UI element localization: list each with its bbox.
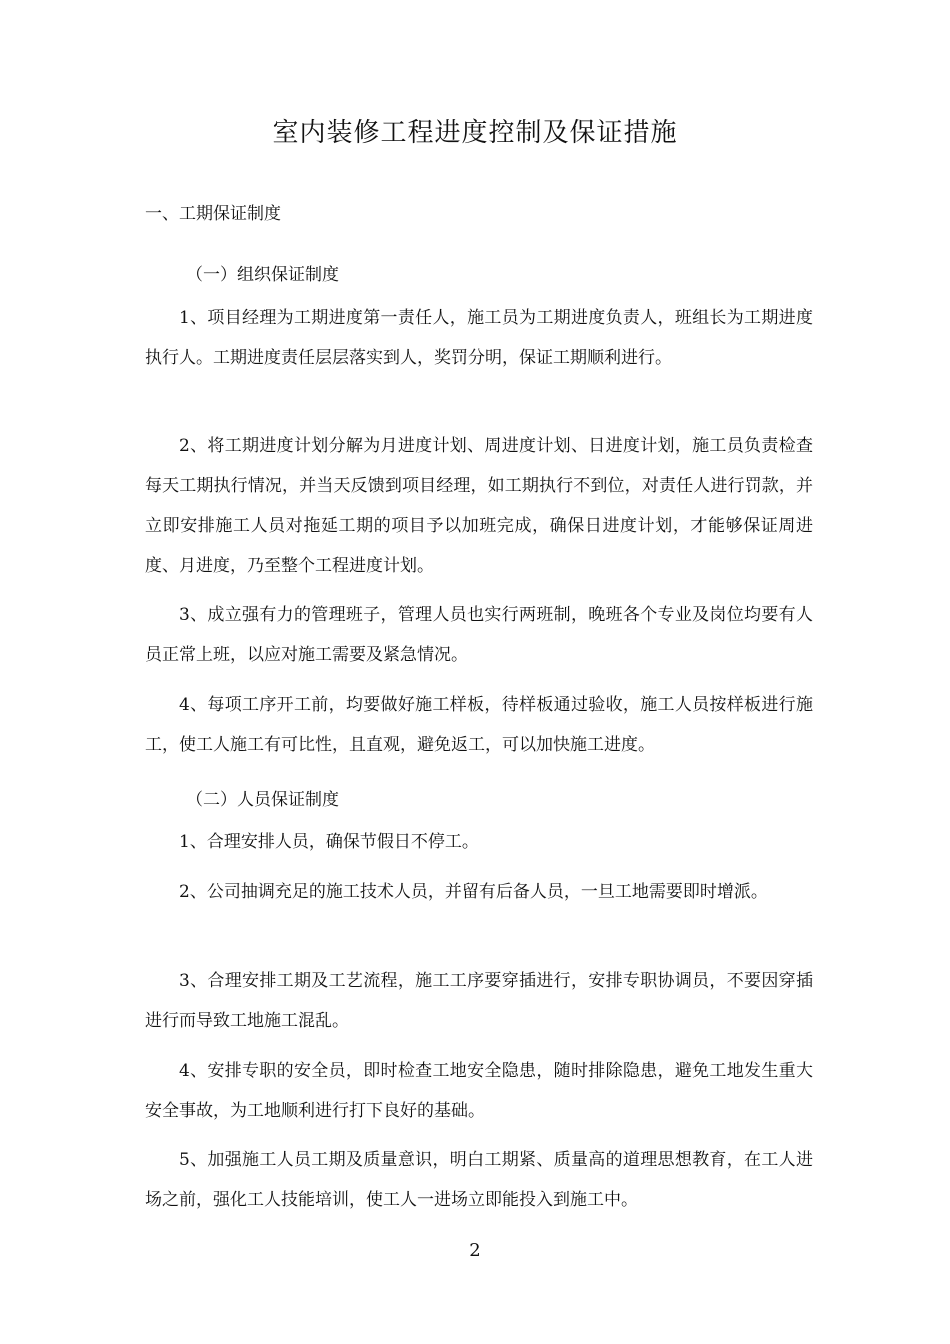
document-title: 室内装修工程进度控制及保证措施 — [272, 118, 678, 148]
page-number: 2 — [469, 1240, 481, 1261]
paragraph: 4、安排专职的安全员，即时检查工地安全隐患，随时排除隐患，避免工地发生重大安全事故，为工地顺利进行打下良好的基础。 — [145, 1061, 813, 1121]
paragraph: 5、加强施工人员工期及质量意识，明白工期紧、质量高的道理思想教育，在工人进场之前，强化工人技能培训，使工人一进场立即能投入到施工中。 — [145, 1150, 813, 1210]
paragraph: 4、每项工序开工前，均要做好施工样板，待样板通过验收，施工人员按样板进行施工，使工人施工有可比性，且直观，避免返工，可以加快施工进度。 — [145, 695, 813, 755]
paragraph: 2、将工期进度计划分解为月进度计划、周进度计划、日进度计划，施工员负责检查每天工期执行情况，并当天反馈到项目经理，如工期执行不到位，对责任人进行罚款，并立即安排施工人员对拖延工期的项目予以加班完成，确保日进度计划，才能够保证周进度、月进度，乃至整个工程进度计划。 — [145, 436, 813, 576]
paragraph: 3、成立强有力的管理班子，管理人员也实行两班制，晚班各个专业及岗位均要有人员正常上班，以应对施工需要及紧急情况。 — [145, 605, 813, 665]
subsection-heading-personnel: （二）人员保证制度 — [186, 790, 339, 810]
paragraph: 1、合理安排人员，确保节假日不停工。 — [179, 832, 479, 852]
paragraph: 1、项目经理为工期进度第一责任人，施工员为工期进度负责人，班组长为工期进度执行人。工期进度责任层层落实到人，奖罚分明，保证工期顺利进行。 — [145, 308, 813, 368]
subsection-heading-organization: （一）组织保证制度 — [186, 265, 339, 285]
paragraph: 3、合理安排工期及工艺流程，施工工序要穿插进行，安排专职协调员，不要因穿插进行而导致工地施工混乱。 — [145, 971, 813, 1031]
section-heading: 一、工期保证制度 — [145, 204, 281, 224]
paragraph: 2、公司抽调充足的施工技术人员，并留有后备人员，一旦工地需要即时增派。 — [179, 882, 768, 902]
